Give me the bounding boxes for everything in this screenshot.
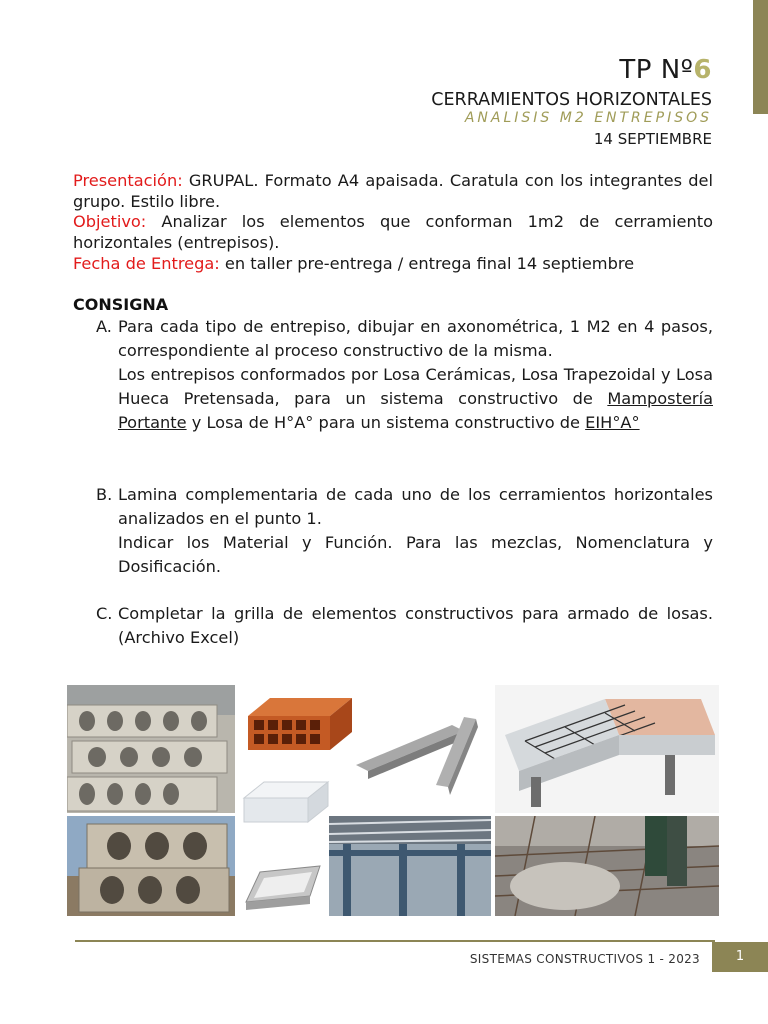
page-number: 1 — [712, 942, 768, 972]
mamposteria-link[interactable]: Mampostería Portante — [118, 389, 713, 432]
item-b-text-1: Lamina complementaria de cada uno de los cerramientos horizontales analizados en el punto 1. — [118, 485, 713, 528]
pretensioned-beam-photo — [352, 705, 490, 800]
footer-divider — [75, 940, 715, 942]
tp-number: 6 — [693, 55, 712, 85]
eiha-link[interactable]: EIH°A° — [585, 413, 640, 432]
slab-axonometric-photo — [495, 685, 719, 813]
consigna-item-b — [96, 483, 713, 579]
side-accent-bar — [753, 0, 768, 114]
item-letter: A. — [96, 317, 112, 336]
objetivo-label: Objetivo: — [73, 212, 147, 231]
hollow-slab-stack-photo — [67, 685, 235, 813]
consigna-item-a — [96, 315, 713, 435]
item-letter: C. — [96, 604, 113, 623]
item-a-text-2: Los entrepisos conformados por Losa Cerámicas, Losa Trapezoidal y Losa Hueca Pretensada, para un sistema constructivo de Mampostería Portante y Losa de H°A° para un sistema constructivo de EIH°A° — [118, 365, 713, 432]
doc-subtitle: ANALISIS M2 ENTREPISOS — [464, 110, 712, 126]
presentacion-label: Presentación: — [73, 171, 183, 190]
tp-title: TP Nº6 — [619, 55, 712, 85]
footer-course: SISTEMAS CONSTRUCTIVOS 1 - 2023 — [469, 952, 700, 966]
item-letter: B. — [96, 485, 113, 504]
fecha-paragraph: Fecha de Entrega: en taller pre-entrega / entrega final 14 septiembre — [73, 254, 635, 273]
consigna-item-c — [96, 602, 713, 650]
trapezoidal-block-photo — [240, 852, 328, 916]
doc-title: CERRAMIENTOS HORIZONTALES — [431, 90, 712, 110]
concrete-pouring-photo — [495, 816, 719, 916]
objetivo-paragraph: Objetivo: Analizar los elementos que conforman 1m2 de cerramiento horizontales (entrepisos). — [73, 212, 713, 252]
item-a-text-1: Para cada tipo de entrepiso, dibujar en axonométrica, 1 M2 en 4 pasos, correspondiente al proceso constructivo de la misma. — [118, 317, 713, 360]
fecha-label: Fecha de Entrega: — [73, 254, 220, 273]
item-b-text-2: Indicar los Material y Función. Para las mezclas, Nomenclatura y Dosificación. — [118, 533, 713, 576]
consigna-heading: CONSIGNA — [73, 295, 169, 314]
doc-date: 14 SEPTIEMBRE — [593, 130, 712, 148]
steel-deck-structure-photo — [329, 816, 491, 916]
presentacion-paragraph: Presentación: GRUPAL. Formato A4 apaisada. Caratula con los integrantes del grupo. Estilo libre. — [73, 171, 713, 211]
eps-block-photo — [240, 768, 330, 830]
ceramic-block-photo — [240, 688, 356, 758]
item-c-text-1: Completar la grilla de elementos constructivos para armado de losas. (Archivo Excel) — [118, 604, 713, 647]
hollow-core-section-photo — [67, 816, 235, 916]
